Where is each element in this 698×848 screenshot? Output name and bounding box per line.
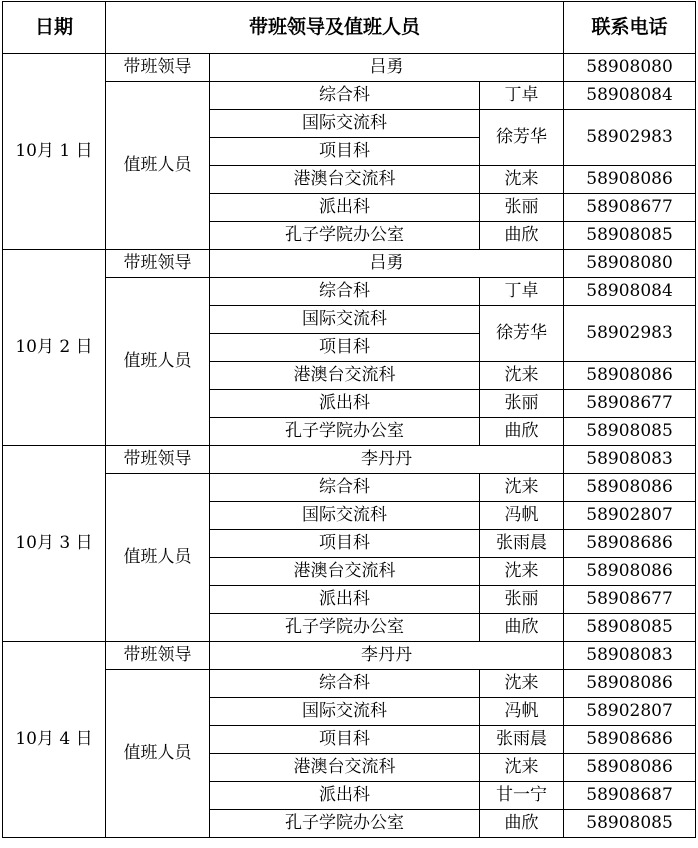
leader-row — [3, 54, 696, 82]
staff-phone: 58908086 — [564, 166, 696, 194]
header-duty: 带班领导及值班人员 — [106, 2, 564, 54]
staff-name: 曲欣 — [480, 614, 564, 642]
staff-name: 冯帆 — [480, 698, 564, 726]
date-cell: 10月 4 日 — [3, 642, 106, 838]
leader-name: 吕勇 — [210, 54, 564, 82]
department-cell: 综合科 — [210, 670, 480, 698]
department-cell: 孔子学院办公室 — [210, 810, 480, 838]
staff-phone: 58908086 — [564, 474, 696, 502]
department-cell: 项目科 — [210, 726, 480, 754]
staff-name: 沈来 — [480, 670, 564, 698]
staff-phone: 58908677 — [564, 390, 696, 418]
staff-label: 值班人员 — [106, 82, 210, 250]
staff-label: 值班人员 — [106, 278, 210, 446]
staff-name: 丁卓 — [480, 82, 564, 110]
staff-name: 张雨晨 — [480, 530, 564, 558]
department-cell: 港澳台交流科 — [210, 166, 480, 194]
header-phone: 联系电话 — [564, 2, 696, 54]
roster-body — [3, 54, 696, 838]
department-cell: 项目科 — [210, 138, 480, 166]
staff-phone: 58908686 — [564, 530, 696, 558]
header-row — [3, 2, 696, 54]
department-cell: 综合科 — [210, 278, 480, 306]
leader-name: 李丹丹 — [210, 446, 564, 474]
staff-name: 沈来 — [480, 474, 564, 502]
staff-row — [3, 82, 696, 110]
leader-phone: 58908083 — [564, 446, 696, 474]
department-cell: 孔子学院办公室 — [210, 418, 480, 446]
staff-name: 张丽 — [480, 390, 564, 418]
header-date: 日期 — [3, 2, 106, 54]
staff-phone: 58908086 — [564, 670, 696, 698]
date-cell: 10月 3 日 — [3, 446, 106, 642]
staff-phone: 58908677 — [564, 194, 696, 222]
leader-label: 带班领导 — [106, 446, 210, 474]
department-cell: 综合科 — [210, 474, 480, 502]
staff-name: 徐芳华 — [480, 306, 564, 362]
date-cell: 10月 1 日 — [3, 54, 106, 250]
staff-phone: 58908086 — [564, 558, 696, 586]
leader-label: 带班领导 — [106, 642, 210, 670]
leader-row — [3, 446, 696, 474]
staff-phone: 58902807 — [564, 698, 696, 726]
staff-name: 沈来 — [480, 166, 564, 194]
staff-name: 沈来 — [480, 754, 564, 782]
department-cell: 国际交流科 — [210, 110, 480, 138]
staff-phone: 58902983 — [564, 306, 696, 362]
date-cell: 10月 2 日 — [3, 250, 106, 446]
leader-phone: 58908080 — [564, 250, 696, 278]
department-cell: 派出科 — [210, 782, 480, 810]
department-cell: 国际交流科 — [210, 698, 480, 726]
staff-name: 沈来 — [480, 362, 564, 390]
staff-name: 张丽 — [480, 586, 564, 614]
department-cell: 港澳台交流科 — [210, 362, 480, 390]
department-cell: 项目科 — [210, 530, 480, 558]
staff-name: 沈来 — [480, 558, 564, 586]
staff-row — [3, 670, 696, 698]
leader-name: 李丹丹 — [210, 642, 564, 670]
staff-name: 曲欣 — [480, 810, 564, 838]
staff-name: 张雨晨 — [480, 726, 564, 754]
staff-name: 丁卓 — [480, 278, 564, 306]
leader-row — [3, 250, 696, 278]
staff-phone: 58908084 — [564, 278, 696, 306]
staff-name: 徐芳华 — [480, 110, 564, 166]
staff-row — [3, 474, 696, 502]
staff-phone: 58908687 — [564, 782, 696, 810]
staff-phone: 58902983 — [564, 110, 696, 166]
leader-row — [3, 642, 696, 670]
staff-phone: 58908085 — [564, 418, 696, 446]
staff-name: 曲欣 — [480, 222, 564, 250]
leader-label: 带班领导 — [106, 54, 210, 82]
staff-name: 甘一宁 — [480, 782, 564, 810]
department-cell: 项目科 — [210, 334, 480, 362]
department-cell: 孔子学院办公室 — [210, 614, 480, 642]
department-cell: 派出科 — [210, 194, 480, 222]
department-cell: 派出科 — [210, 586, 480, 614]
staff-phone: 58908085 — [564, 810, 696, 838]
staff-label: 值班人员 — [106, 474, 210, 642]
staff-phone: 58908086 — [564, 754, 696, 782]
staff-phone: 58908085 — [564, 222, 696, 250]
department-cell: 国际交流科 — [210, 502, 480, 530]
staff-label: 值班人员 — [106, 670, 210, 838]
department-cell: 综合科 — [210, 82, 480, 110]
leader-name: 吕勇 — [210, 250, 564, 278]
department-cell: 港澳台交流科 — [210, 754, 480, 782]
staff-phone: 58908084 — [564, 82, 696, 110]
staff-phone: 58902807 — [564, 502, 696, 530]
staff-row — [3, 278, 696, 306]
department-cell: 派出科 — [210, 390, 480, 418]
department-cell: 国际交流科 — [210, 306, 480, 334]
staff-name: 张丽 — [480, 194, 564, 222]
department-cell: 港澳台交流科 — [210, 558, 480, 586]
leader-phone: 58908080 — [564, 54, 696, 82]
staff-phone: 58908085 — [564, 614, 696, 642]
staff-phone: 58908086 — [564, 362, 696, 390]
staff-phone: 58908686 — [564, 726, 696, 754]
leader-phone: 58908083 — [564, 642, 696, 670]
duty-roster-table — [2, 1, 696, 838]
department-cell: 孔子学院办公室 — [210, 222, 480, 250]
staff-name: 冯帆 — [480, 502, 564, 530]
leader-label: 带班领导 — [106, 250, 210, 278]
staff-phone: 58908677 — [564, 586, 696, 614]
staff-name: 曲欣 — [480, 418, 564, 446]
